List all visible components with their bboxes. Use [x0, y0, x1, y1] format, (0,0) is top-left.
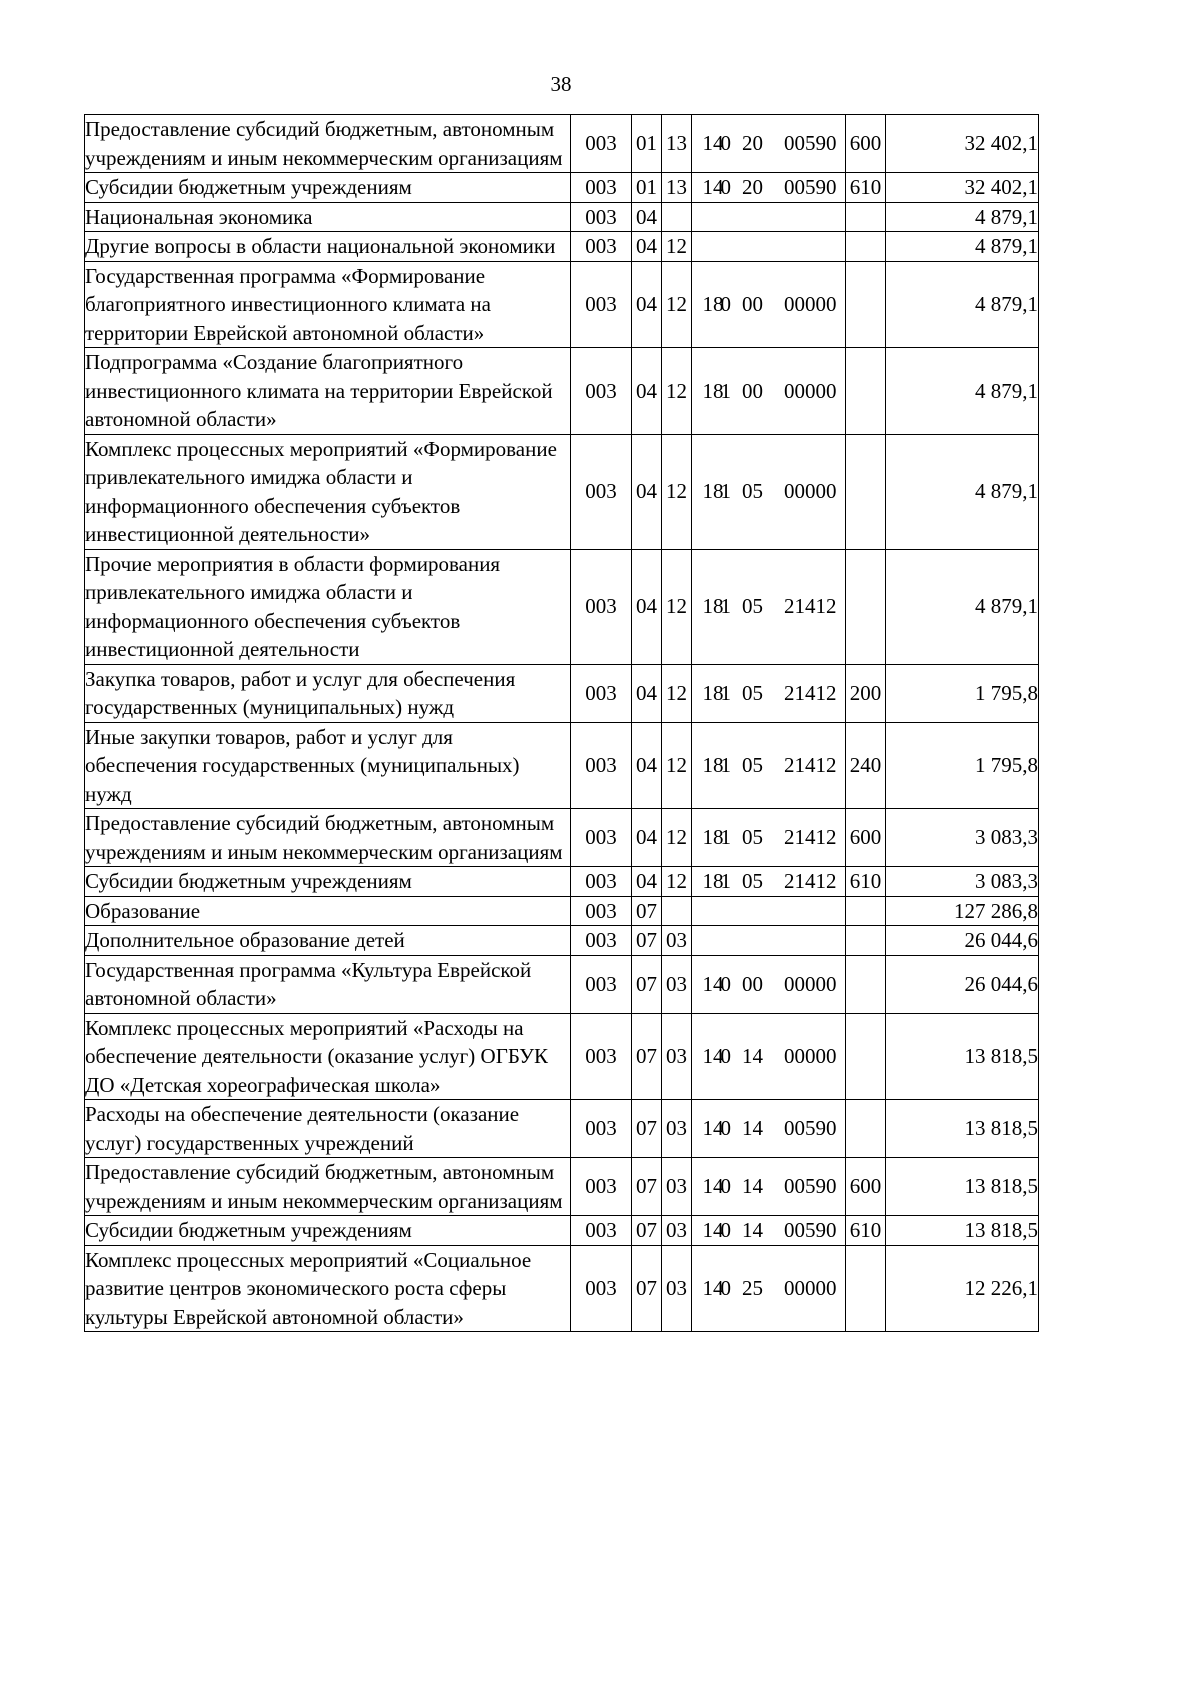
row-target-article-part: 0	[720, 1276, 731, 1300]
row-section-code: 04	[632, 867, 662, 897]
row-target-article-part: 0	[720, 1116, 731, 1141]
table-row	[85, 955, 1039, 1013]
row-target-article-part: 00	[742, 292, 763, 316]
row-grbs-code: 003	[571, 867, 632, 897]
row-section-code: 04	[632, 809, 662, 867]
row-grbs-code: 003	[571, 896, 632, 926]
row-grbs-code: 003	[571, 1013, 632, 1100]
row-target-article-part: 14	[702, 1218, 724, 1242]
row-target-article-code	[692, 926, 846, 956]
row-section-code: 07	[632, 896, 662, 926]
row-subsection-code: 03	[662, 1100, 692, 1158]
row-target-article-part: 1	[720, 680, 731, 705]
table-row	[85, 549, 1039, 664]
row-amount: 26 044,6	[886, 955, 1039, 1013]
row-name: Дополнительное образование детей	[85, 926, 571, 956]
row-expense-type-code	[846, 261, 886, 348]
row-target-article-part: 05	[742, 479, 763, 504]
row-subsection-code: 03	[662, 1216, 692, 1246]
row-expense-type-code: 610	[846, 173, 886, 203]
row-grbs-code: 003	[571, 1245, 632, 1332]
table-row	[85, 896, 1039, 926]
page-number: 38	[550, 72, 572, 96]
row-expense-type-code	[846, 926, 886, 956]
row-section-code: 04	[632, 549, 662, 664]
row-target-article-part: 05	[742, 753, 763, 777]
row-target-article-part: 18	[702, 594, 724, 619]
table-row	[85, 348, 1039, 435]
row-name: Подпрограмма «Создание благоприятного инвестиционного климата на территории Еврейской автономной области»	[85, 348, 571, 435]
row-name: Субсидии бюджетным учреждениям	[85, 1216, 571, 1246]
row-amount: 1 795,8	[886, 664, 1039, 722]
row-amount: 26 044,6	[886, 926, 1039, 956]
row-target-article-code	[692, 896, 846, 926]
row-target-article-code	[692, 348, 846, 435]
row-target-article-code	[692, 202, 846, 232]
row-target-article-code	[692, 664, 846, 722]
row-target-article-part: 00	[742, 971, 763, 996]
row-target-article-part: 21412	[784, 825, 837, 850]
row-amount: 3 083,3	[886, 809, 1039, 867]
row-name: Предоставление субсидий бюджетным, автономным учреждениям и иным некоммерческим организациям	[85, 115, 571, 173]
row-grbs-code: 003	[571, 549, 632, 664]
table-row	[85, 809, 1039, 867]
row-grbs-code: 003	[571, 722, 632, 809]
row-target-article-code	[692, 115, 846, 173]
row-amount: 3 083,3	[886, 867, 1039, 897]
row-section-code: 04	[632, 722, 662, 809]
row-amount: 4 879,1	[886, 261, 1039, 348]
row-grbs-code: 003	[571, 955, 632, 1013]
table-row	[85, 1216, 1039, 1246]
row-subsection-code	[662, 896, 692, 926]
row-amount: 4 879,1	[886, 348, 1039, 435]
row-target-article-code	[692, 232, 846, 262]
row-name: Комплекс процессных мероприятий «Социальное развитие центров экономического роста сферы культуры Еврейской автономной области»	[85, 1245, 571, 1332]
row-amount: 13 818,5	[886, 1013, 1039, 1100]
row-section-code: 04	[632, 202, 662, 232]
row-target-article-part: 1	[720, 594, 731, 619]
row-subsection-code: 12	[662, 434, 692, 549]
row-target-article-part: 0	[720, 131, 731, 156]
row-section-code: 07	[632, 1216, 662, 1246]
row-target-article-code	[692, 1158, 846, 1216]
row-section-code: 07	[632, 1013, 662, 1100]
row-subsection-code: 12	[662, 809, 692, 867]
row-name: Национальная экономика	[85, 202, 571, 232]
row-target-article-part: 18	[702, 378, 724, 403]
row-name: Комплекс процессных мероприятий «Расходы на обеспечение деятельности (оказание услуг) ОГБУК ДО «Детская хореографическая школа»	[85, 1013, 571, 1100]
row-section-code: 01	[632, 115, 662, 173]
row-expense-type-code: 610	[846, 1216, 886, 1246]
row-target-article-code	[692, 434, 846, 549]
table-row	[85, 261, 1039, 348]
row-target-article-part: 05	[742, 680, 763, 705]
row-target-article-part: 00590	[784, 1116, 837, 1141]
row-subsection-code: 13	[662, 173, 692, 203]
row-name: Образование	[85, 896, 571, 926]
table-row	[85, 1245, 1039, 1332]
row-expense-type-code	[846, 348, 886, 435]
row-target-article-part: 0	[720, 1174, 731, 1199]
row-target-article-part: 00000	[784, 292, 837, 316]
table-row	[85, 202, 1039, 232]
row-target-article-part: 14	[702, 1174, 724, 1199]
row-expense-type-code: 200	[846, 664, 886, 722]
budget-table-body	[85, 115, 1039, 1332]
row-target-article-part: 14	[742, 1116, 763, 1141]
row-target-article-part: 14	[702, 1276, 724, 1300]
row-expense-type-code: 600	[846, 115, 886, 173]
row-grbs-code: 003	[571, 1158, 632, 1216]
row-amount: 13 818,5	[886, 1100, 1039, 1158]
row-amount: 32 402,1	[886, 115, 1039, 173]
row-target-article-part: 00000	[784, 971, 837, 996]
table-row	[85, 232, 1039, 262]
row-amount: 127 286,8	[886, 896, 1039, 926]
row-section-code: 07	[632, 1100, 662, 1158]
row-subsection-code: 12	[662, 722, 692, 809]
row-target-article-part: 00000	[784, 479, 837, 504]
row-target-article-code	[692, 867, 846, 897]
table-row	[85, 867, 1039, 897]
row-target-article-part: 05	[742, 825, 763, 850]
row-target-article-part: 0	[720, 1218, 731, 1242]
row-expense-type-code: 600	[846, 809, 886, 867]
row-target-article-part: 14	[702, 175, 724, 199]
row-expense-type-code	[846, 896, 886, 926]
row-target-article-code	[692, 261, 846, 348]
row-target-article-part: 18	[702, 479, 724, 504]
table-row	[85, 926, 1039, 956]
row-expense-type-code	[846, 202, 886, 232]
row-target-article-part: 00590	[784, 1218, 837, 1242]
row-target-article-part: 21412	[784, 594, 837, 619]
row-subsection-code: 12	[662, 348, 692, 435]
row-subsection-code: 03	[662, 926, 692, 956]
row-expense-type-code	[846, 434, 886, 549]
row-section-code: 07	[632, 1158, 662, 1216]
row-target-article-part: 1	[720, 479, 731, 504]
row-subsection-code: 03	[662, 1013, 692, 1100]
row-target-article-part: 00	[742, 378, 763, 403]
row-grbs-code: 003	[571, 926, 632, 956]
row-expense-type-code	[846, 955, 886, 1013]
row-target-article-code	[692, 809, 846, 867]
row-name: Иные закупки товаров, работ и услуг для обеспечения государственных (муниципальных) нужд	[85, 722, 571, 809]
row-target-article-part: 1	[720, 825, 731, 850]
row-subsection-code: 03	[662, 955, 692, 1013]
row-target-article-code	[692, 1013, 846, 1100]
row-target-article-part: 18	[702, 869, 724, 893]
row-target-article-part: 25	[742, 1276, 763, 1300]
row-subsection-code: 03	[662, 1245, 692, 1332]
row-expense-type-code: 240	[846, 722, 886, 809]
row-target-article-part: 21412	[784, 680, 837, 705]
row-name: Предоставление субсидий бюджетным, автономным учреждениям и иным некоммерческим организациям	[85, 1158, 571, 1216]
row-section-code: 04	[632, 664, 662, 722]
row-target-article-part: 00000	[784, 1276, 837, 1300]
row-target-article-code	[692, 1100, 846, 1158]
row-target-article-part: 14	[742, 1218, 763, 1242]
table-row	[85, 1013, 1039, 1100]
row-grbs-code: 003	[571, 202, 632, 232]
row-target-article-part: 05	[742, 869, 763, 893]
table-row	[85, 173, 1039, 203]
row-target-article-part: 21412	[784, 753, 837, 777]
row-subsection-code: 03	[662, 1158, 692, 1216]
row-name: Субсидии бюджетным учреждениям	[85, 173, 571, 203]
table-row	[85, 434, 1039, 549]
budget-table	[84, 114, 1039, 1332]
row-subsection-code	[662, 202, 692, 232]
row-target-article-part: 18	[702, 825, 724, 850]
row-subsection-code: 12	[662, 549, 692, 664]
row-target-article-part: 1	[720, 869, 731, 893]
row-expense-type-code	[846, 1100, 886, 1158]
row-name: Другие вопросы в области национальной экономики	[85, 232, 571, 262]
row-grbs-code: 003	[571, 664, 632, 722]
row-amount: 4 879,1	[886, 549, 1039, 664]
row-amount: 4 879,1	[886, 434, 1039, 549]
row-subsection-code: 12	[662, 664, 692, 722]
row-target-article-part: 18	[702, 292, 724, 316]
row-target-article-part: 00590	[784, 131, 837, 156]
row-target-article-part: 00590	[784, 1174, 837, 1199]
row-grbs-code: 003	[571, 115, 632, 173]
row-grbs-code: 003	[571, 261, 632, 348]
row-target-article-part: 14	[702, 1116, 724, 1141]
table-row	[85, 722, 1039, 809]
row-target-article-code	[692, 1245, 846, 1332]
row-section-code: 04	[632, 434, 662, 549]
row-name: Прочие мероприятия в области формирования привлекательного имиджа области и информационного обеспечения субъектов инвестиционной деятельности	[85, 549, 571, 664]
row-target-article-part: 20	[742, 131, 763, 156]
row-target-article-part: 18	[702, 680, 724, 705]
row-target-article-part: 14	[702, 131, 724, 156]
row-target-article-part: 0	[720, 175, 731, 199]
row-amount: 12 226,1	[886, 1245, 1039, 1332]
row-name: Государственная программа «Культура Еврейской автономной области»	[85, 955, 571, 1013]
row-target-article-code	[692, 173, 846, 203]
row-subsection-code: 12	[662, 261, 692, 348]
row-target-article-part: 18	[702, 753, 724, 777]
row-name: Субсидии бюджетным учреждениям	[85, 867, 571, 897]
row-name: Закупка товаров, работ и услуг для обеспечения государственных (муниципальных) нужд	[85, 664, 571, 722]
row-grbs-code: 003	[571, 1216, 632, 1246]
row-grbs-code: 003	[571, 348, 632, 435]
row-target-article-part: 14	[702, 971, 724, 996]
row-grbs-code: 003	[571, 1100, 632, 1158]
row-target-article-part: 20	[742, 175, 763, 199]
row-amount: 4 879,1	[886, 202, 1039, 232]
row-target-article-code	[692, 722, 846, 809]
row-amount: 1 795,8	[886, 722, 1039, 809]
row-target-article-part: 1	[720, 378, 731, 403]
row-target-article-part: 14	[742, 1174, 763, 1199]
table-row	[85, 115, 1039, 173]
table-row	[85, 664, 1039, 722]
row-name: Предоставление субсидий бюджетным, автономным учреждениям и иным некоммерческим организациям	[85, 809, 571, 867]
row-target-article-part: 00000	[784, 378, 837, 403]
row-subsection-code: 12	[662, 867, 692, 897]
row-section-code: 07	[632, 1245, 662, 1332]
row-section-code: 01	[632, 173, 662, 203]
row-target-article-part: 0	[720, 1044, 731, 1068]
row-expense-type-code	[846, 1013, 886, 1100]
row-grbs-code: 003	[571, 232, 632, 262]
row-target-article-code	[692, 549, 846, 664]
row-grbs-code: 003	[571, 173, 632, 203]
row-grbs-code: 003	[571, 434, 632, 549]
row-target-article-part: 0	[720, 971, 731, 996]
row-target-article-code	[692, 1216, 846, 1246]
row-expense-type-code	[846, 1245, 886, 1332]
row-target-article-part: 00590	[784, 175, 837, 199]
row-section-code: 07	[632, 926, 662, 956]
row-expense-type-code	[846, 549, 886, 664]
row-target-article-code	[692, 955, 846, 1013]
row-expense-type-code	[846, 232, 886, 262]
row-grbs-code: 003	[571, 809, 632, 867]
row-name: Расходы на обеспечение деятельности (оказание услуг) государственных учреждений	[85, 1100, 571, 1158]
table-row	[85, 1158, 1039, 1216]
row-amount: 13 818,5	[886, 1158, 1039, 1216]
row-amount: 4 879,1	[886, 232, 1039, 262]
row-expense-type-code: 600	[846, 1158, 886, 1216]
row-section-code: 04	[632, 232, 662, 262]
row-target-article-part: 14	[742, 1044, 763, 1068]
table-row	[85, 1100, 1039, 1158]
row-target-article-part: 05	[742, 594, 763, 619]
row-target-article-part: 1	[720, 753, 731, 777]
row-name: Государственная программа «Формирование благоприятного инвестиционного климата на территории Еврейской автономной области»	[85, 261, 571, 348]
row-subsection-code: 13	[662, 115, 692, 173]
row-amount: 32 402,1	[886, 173, 1039, 203]
row-section-code: 04	[632, 348, 662, 435]
row-target-article-part: 0	[720, 292, 731, 316]
row-target-article-part: 14	[702, 1044, 724, 1068]
row-section-code: 04	[632, 261, 662, 348]
row-target-article-part: 21412	[784, 869, 837, 893]
row-expense-type-code: 610	[846, 867, 886, 897]
row-amount: 13 818,5	[886, 1216, 1039, 1246]
row-section-code: 07	[632, 955, 662, 1013]
row-target-article-part: 00000	[784, 1044, 837, 1068]
row-name: Комплекс процессных мероприятий «Формирование привлекательного имиджа области и информационного обеспечения субъектов инвестиционной деятельности»	[85, 434, 571, 549]
row-subsection-code: 12	[662, 232, 692, 262]
